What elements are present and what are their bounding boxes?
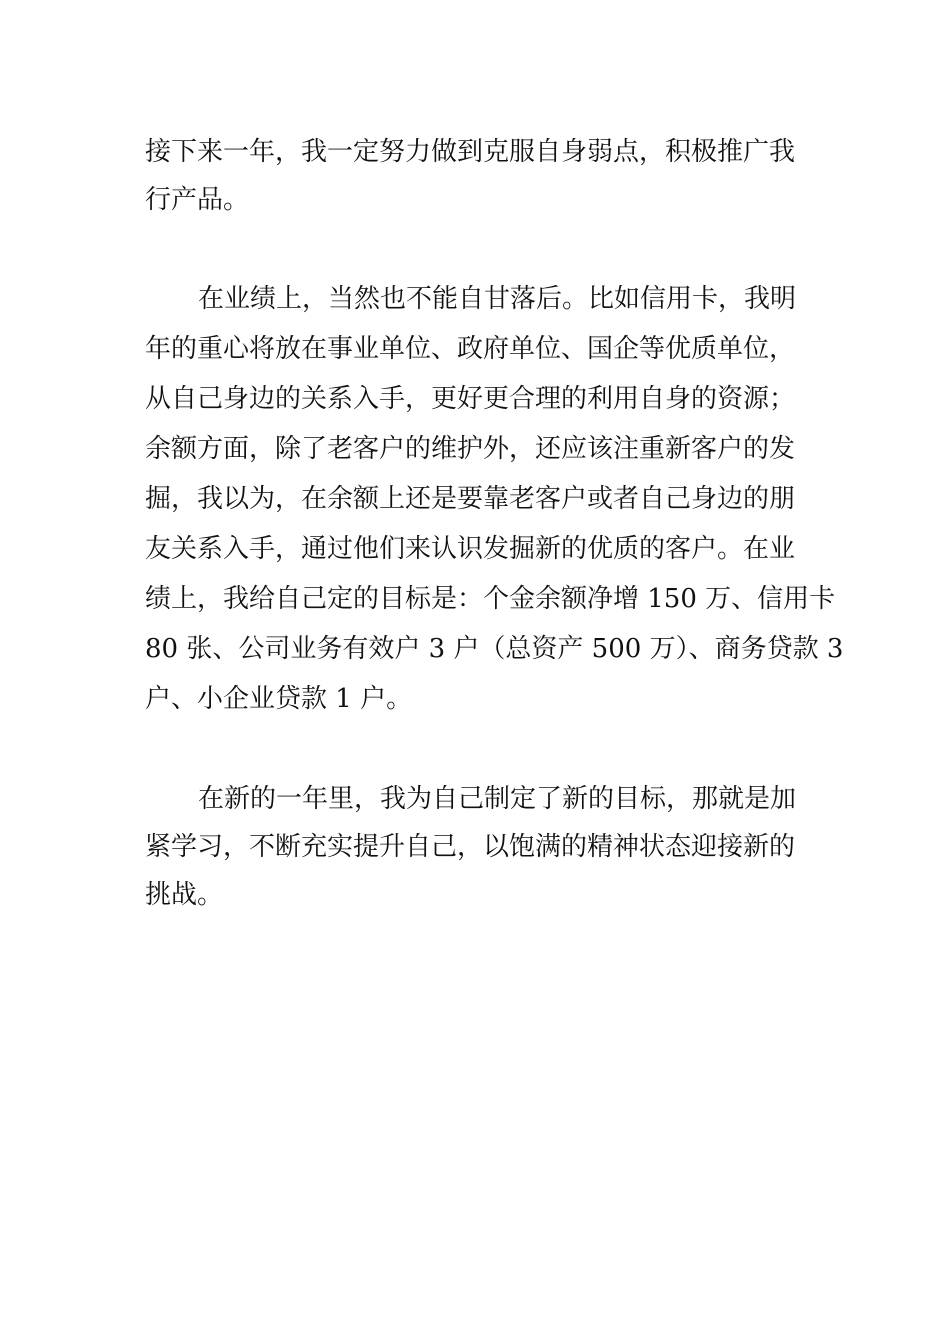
- paragraph-2-line-2: 年的重心将放在事业单位、政府单位、国企等优质单位，: [145, 334, 796, 364]
- paragraph-2-line-8: 80 张、公司业务有效户 3 户（总资产 500 万）、商务贷款 3: [145, 634, 844, 664]
- paragraph-3-line-1: 在新的一年里，我为自己制定了新的目标，那就是加: [198, 784, 797, 814]
- paragraph-1-line-2: 行产品。: [145, 185, 250, 215]
- paragraph-2-line-6: 友关系入手，通过他们来认识发掘新的优质的客户。在业: [145, 534, 796, 564]
- paragraph-3-line-2: 紧学习，不断充实提升自己，以饱满的精神状态迎接新的: [145, 832, 796, 862]
- paragraph-2-line-7: 绩上，我给自己定的目标是：个金余额净增 150 万、信用卡: [145, 584, 836, 614]
- paragraph-1-line-1: 接下来一年，我一定努力做到克服自身弱点，积极推广我: [145, 137, 796, 167]
- paragraph-2-line-4: 余额方面，除了老客户的维护外，还应该注重新客户的发: [145, 434, 796, 464]
- paragraph-2-line-9: 户、小企业贷款 1 户。: [145, 684, 413, 714]
- paragraph-3-line-3: 挑战。: [145, 880, 224, 910]
- paragraph-2-line-5: 掘，我以为，在余额上还是要靠老客户或者自己身边的朋: [145, 484, 796, 514]
- paragraph-2-line-1: 在业绩上，当然也不能自甘落后。比如信用卡，我明: [198, 284, 797, 314]
- paragraph-2-line-3: 从自己身边的关系入手，更好更合理的利用自身的资源；: [145, 384, 796, 414]
